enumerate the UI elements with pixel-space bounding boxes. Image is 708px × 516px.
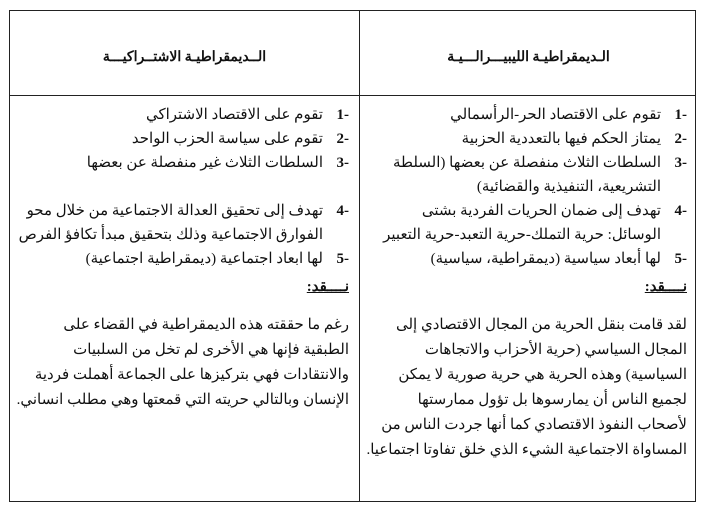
- list-item: [16, 103, 349, 127]
- item-number: -4: [674, 203, 687, 219]
- header-liberal-democracy: الـديمقراطيـة الليبيـــرالـــيـة: [447, 50, 610, 65]
- socialist-column: [10, 103, 359, 413]
- item-text: تقوم على سياسة الحزب الواحد: [131, 131, 323, 147]
- list-item: [16, 127, 349, 151]
- list-item: [366, 247, 687, 271]
- item-number: -4: [336, 203, 349, 219]
- item-number: -1: [336, 107, 349, 123]
- criticism-text: رغم ما حققته هذه الديمقراطية في القضاء على الطبقية فإنها هي الأخرى لم تخل من السلبيات والانتقادات فهي بتركيزها على الجماعة أهملت فردية الإنسان وبالتالي حريته التي قمعتها وهي مطلب انساني.: [16, 317, 349, 408]
- list-item: [366, 127, 687, 151]
- list-item: [366, 199, 687, 247]
- liberal-features-list: [366, 103, 687, 271]
- item-text: لها أبعاد سياسية (ديمقراطية، سياسية): [430, 251, 661, 267]
- criticism-label: نــــقد:: [306, 279, 349, 295]
- item-number: -3: [336, 155, 349, 171]
- criticism-label: نــــقد:: [644, 279, 687, 295]
- socialist-features-list: [16, 103, 349, 271]
- item-number: -2: [674, 131, 687, 147]
- item-text: يمتاز الحكم فيها بالتعددية الحزبية: [461, 131, 661, 147]
- criticism-text: لقد قامت بنقل الحرية من المجال الاقتصادي إلى المجال السياسي (حرية الأحزاب والاتجاهات السياسية) وهذه الحرية هي حرية صورية لا يمكن لجميع الناس أن يمارسوها بل تؤول ممارستها لأصحاب النفوذ الاقتصادي كما أنها جردت الناس من المساواة الاجتماعية الشيء الذي خلق تفاوتا اجتماعيا.: [366, 317, 687, 458]
- list-spacer: [16, 175, 349, 199]
- item-text: تهدف إلى ضمان الحريات الفردية بشتى الوسائل: حرية التملك-حرية التعبد-حرية التعبير: [383, 203, 661, 243]
- list-item: [366, 151, 687, 199]
- header-divider: [10, 95, 695, 96]
- item-text: لها ابعاد اجتماعية (ديمقراطية اجتماعية): [85, 251, 323, 267]
- list-item: [16, 151, 349, 175]
- item-text: تهدف إلى تحقيق العدالة الاجتماعية من خلال محو الفوارق الاجتماعية وذلك بتحقيق مبدأ تكافؤ الفرص: [18, 203, 323, 243]
- list-item: [366, 103, 687, 127]
- header-socialist-democracy: الــديمقراطيـة الاشتــراكيـــة: [102, 50, 267, 65]
- comparison-table: [9, 10, 696, 502]
- item-number: -5: [336, 251, 349, 267]
- liberal-column: [360, 103, 697, 463]
- item-number: -5: [674, 251, 687, 267]
- item-number: -3: [674, 155, 687, 171]
- item-number: -2: [336, 131, 349, 147]
- item-text: السلطات الثلاث غير منفصلة عن بعضها: [86, 155, 323, 171]
- item-number: -1: [674, 107, 687, 123]
- item-text: السلطات الثلاث منفصلة عن بعضها (السلطة التشريعية، التنفيذية والقضائية): [392, 155, 661, 195]
- list-item: [16, 199, 349, 247]
- item-text: تقوم على الاقتصاد الاشتراكي: [145, 107, 323, 123]
- item-text: تقوم على الاقتصاد الحر-الرأسمالي: [450, 107, 661, 123]
- list-item: [16, 247, 349, 271]
